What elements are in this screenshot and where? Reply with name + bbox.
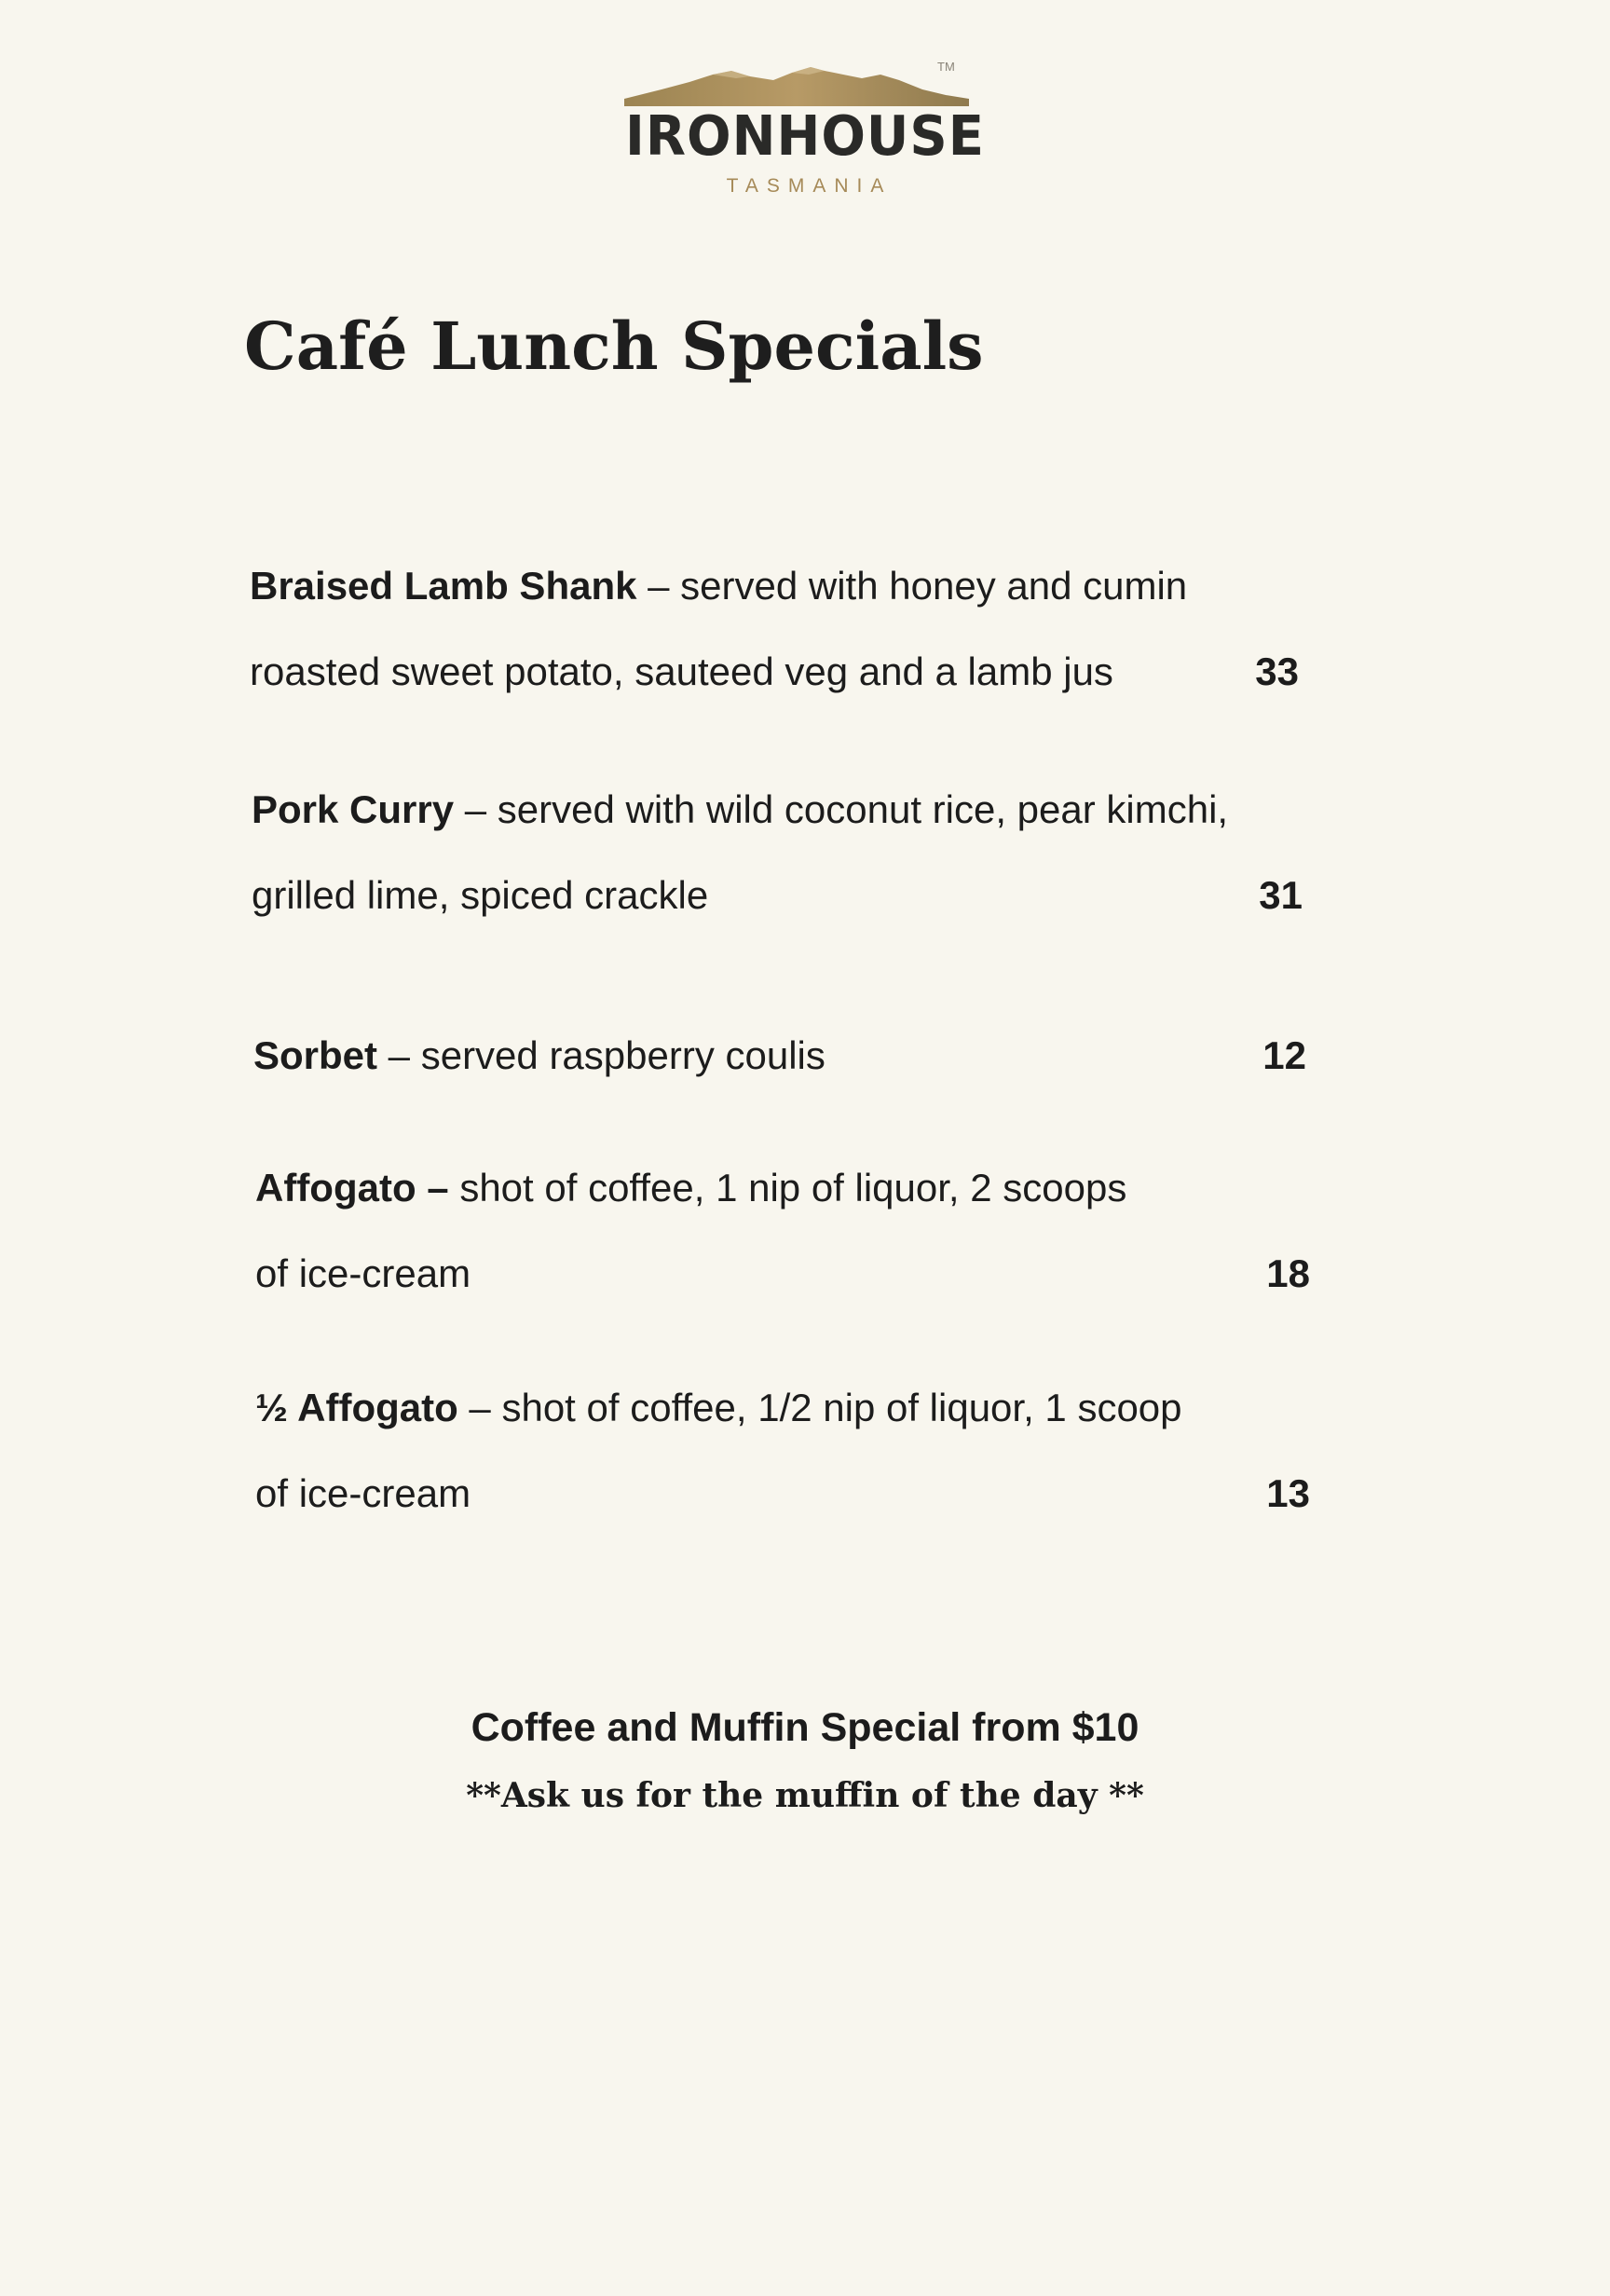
menu-item-price: 18 (1266, 1251, 1310, 1295)
menu-item-description-cont: of ice-cream (255, 1471, 471, 1515)
brand-logo (0, 54, 1610, 212)
coffee-muffin-special: Coffee and Muffin Special from $10 (471, 1705, 1139, 1750)
menu-item-description: – served with honey and cumin (636, 564, 1188, 608)
menu-item-price: 33 (1255, 649, 1299, 693)
menu-item-description-cont: of ice-cream (255, 1251, 471, 1295)
menu-item (253, 1033, 1306, 1083)
menu-item-name: Pork Curry (252, 787, 455, 831)
mountain-logo-icon (624, 62, 969, 106)
muffin-note: **Ask us for the muffin of the day ** (466, 1776, 1144, 1815)
menu-item-description-cont: grilled lime, spiced crackle (252, 873, 709, 917)
menu-item-price: 12 (1262, 1033, 1306, 1077)
menu-item-price: 13 (1266, 1471, 1310, 1515)
menu-item-name: Sorbet (253, 1033, 378, 1077)
menu-item-name: Braised Lamb Shank (250, 564, 637, 608)
menu-item (252, 787, 1303, 921)
menu-item-price: 31 (1259, 873, 1303, 917)
menu-item (255, 1386, 1310, 1519)
brand-name: IRONHOUSE (625, 104, 985, 169)
menu-item-description: – served with wild coconut rice, pear kimchi, (454, 787, 1229, 831)
brand-region: TASMANIA (726, 175, 893, 197)
menu-item-name: Affogato – (255, 1166, 449, 1210)
menu-item (250, 564, 1299, 697)
page-title: Café Lunch Specials (244, 308, 984, 385)
menu-item-description: – served raspberry coulis (377, 1033, 825, 1077)
menu-item-name: ½ Affogato (255, 1386, 458, 1429)
trademark-symbol: TM (937, 60, 955, 74)
menu-item-description: shot of coffee, 1 nip of liquor, 2 scoops (448, 1166, 1127, 1210)
menu-item-description: – shot of coffee, 1/2 nip of liquor, 1 scoop (457, 1386, 1182, 1429)
menu-item-description-cont: roasted sweet potato, sauteed veg and a lamb jus (250, 649, 1113, 693)
menu-item (255, 1166, 1310, 1299)
